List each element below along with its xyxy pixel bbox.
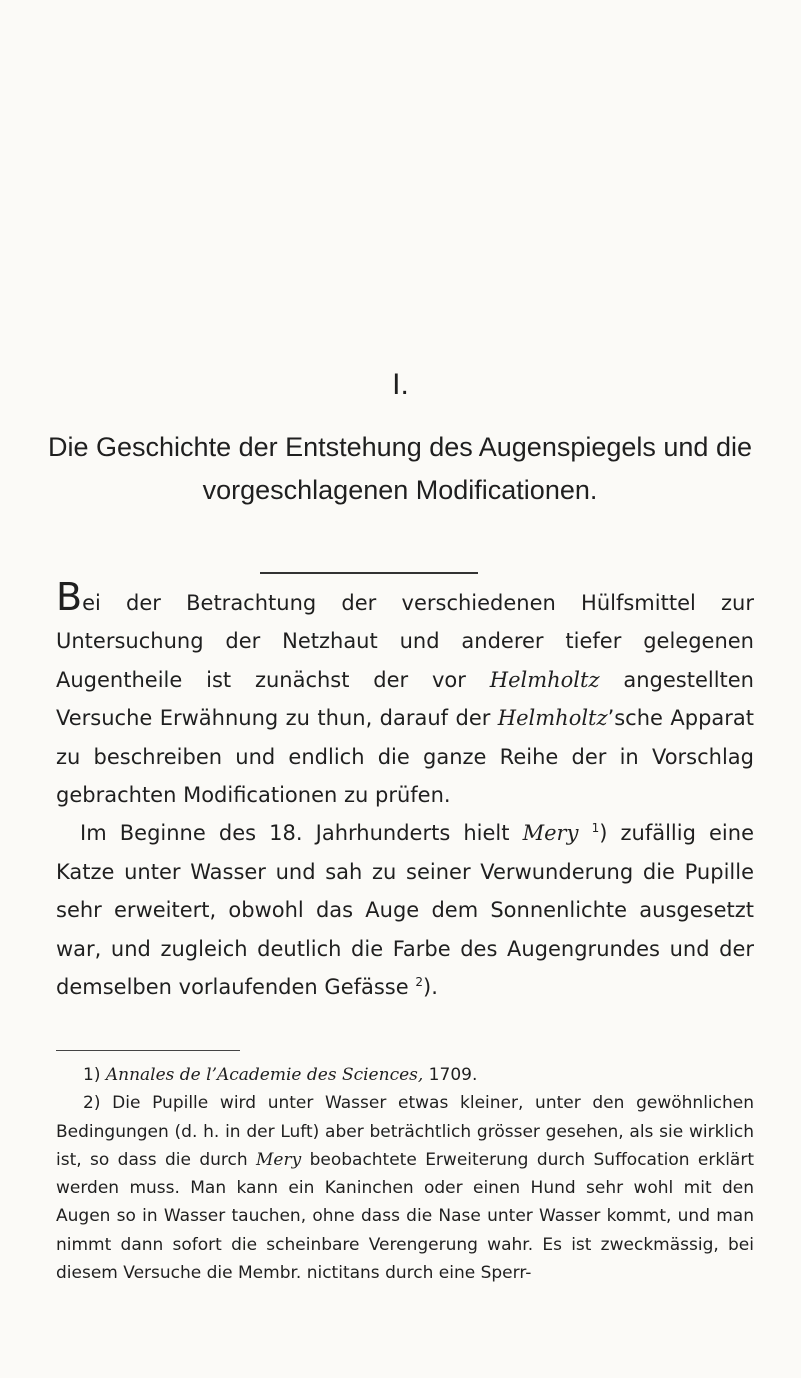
chapter-divider <box>260 572 478 574</box>
chapter-title-line: vorgeschlagenen Modificationen. <box>202 475 598 505</box>
footnote-text: Die Pupille wird unter Wasser etwas kleiner, unter den gewöhnlichen Bedingungen (d. h. in der Luft) aber beträchtlich grösser gesehen, als sie wirklich ist, so dass die durch <box>56 1093 754 1170</box>
person-name: Mery <box>522 821 579 846</box>
footnote-divider <box>56 1050 240 1051</box>
paragraph-text: ) zufällig eine Katze unter Wasser und sah zu seiner Verwunderung die Pupille sehr erweitert, obwohl das Auge dem Sonnenlichte ausgesetzt war, und zugleich deutlich die Farbe des Augengrundes und der demselben vorlaufenden Gefässe <box>56 821 754 1000</box>
footnote-year: 1709. <box>423 1065 478 1085</box>
footnote <box>56 1089 754 1287</box>
paragraph <box>56 575 755 814</box>
footnote-source: Annales de l’Academie des Sciences, <box>105 1065 424 1085</box>
chapter-title <box>40 426 760 512</box>
footnotes <box>56 1061 754 1287</box>
chapter-title-line: Die Geschichte der Entstehung des Augenspiegels und die <box>48 432 752 462</box>
footnote-marker: 2) <box>83 1093 113 1114</box>
person-name: Mery <box>256 1149 302 1170</box>
paragraph-text: ei der Betrachtung der verschiedenen Hülfsmittel zur Untersuchung der Netzhaut und anderer tiefer gelegenen Augentheile ist zunächst der vor <box>56 591 754 692</box>
body-text <box>56 575 755 1006</box>
paragraph-text: angestellten Versuche Erwähnung zu thun, darauf der <box>56 667 754 731</box>
paragraph-text: Im Beginne des 18. Jahrhunderts hielt <box>80 821 523 846</box>
person-name: Helmholtz <box>497 706 608 731</box>
footnote-marker: 1) <box>83 1065 106 1085</box>
initial-letter: B <box>56 575 83 619</box>
paragraph <box>56 814 754 1006</box>
footnote-ref[interactable]: 2 <box>415 975 423 990</box>
footnote <box>56 1061 754 1089</box>
paragraph-text: ). <box>423 975 438 1000</box>
person-name: Helmholtz <box>489 667 600 692</box>
chapter-number: I. <box>392 368 409 401</box>
footnote-text: beobachtete Erweiterung durch Suffocation erklärt werden muss. Man kann ein Kaninchen oder einen Hund sehr wohl mit den Augen so in Wasser tauchen, ohne dass die Nase unter Wasser kommt, und man nimmt dann sofort die scheinbare Verengerung wahr. Es ist zweckmässig, bei diesem Versuche die Membr. nictitans durch eine Sperr- <box>56 1149 754 1284</box>
paragraph-text: ’sche Apparat zu beschreiben und endlich die ganze Reihe der in Vorschlag gebrachten Modificationen zu prüfen. <box>56 706 755 808</box>
footnote-ref[interactable]: 1 <box>591 821 600 836</box>
